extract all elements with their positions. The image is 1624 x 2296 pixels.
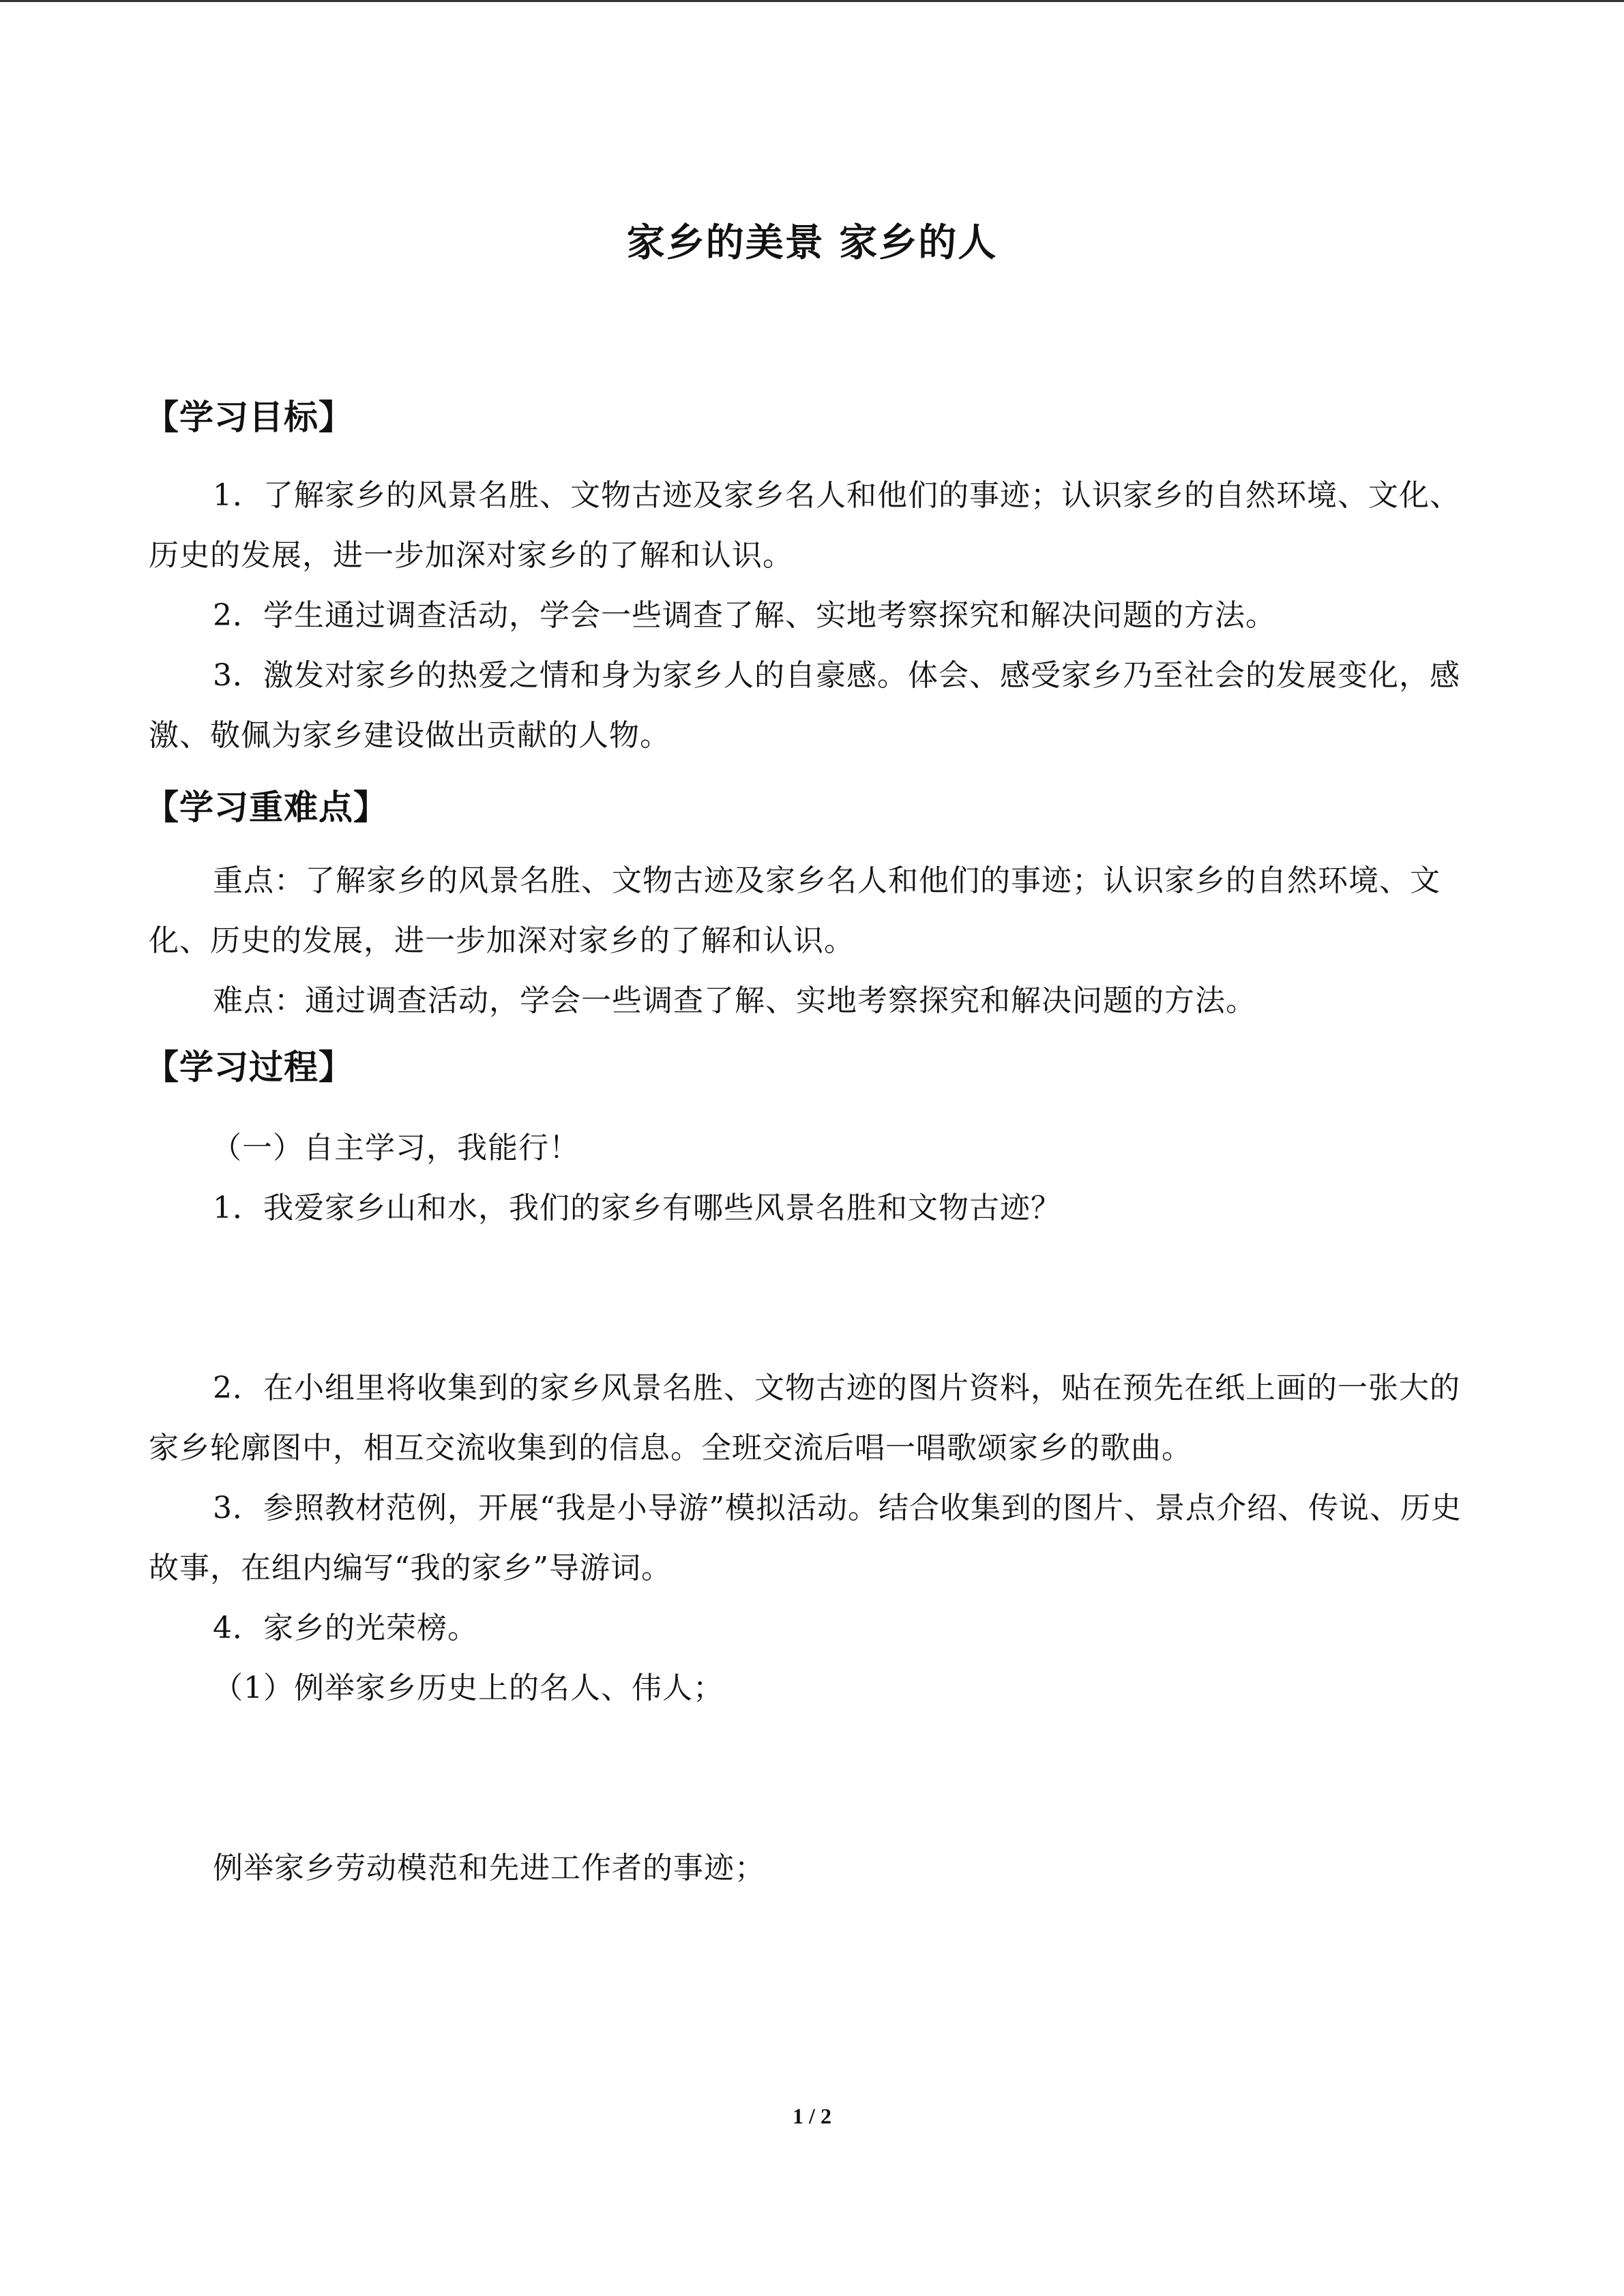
process-item-2: 2．在小组里将收集到的家乡风景名胜、文物古迹的图片资料，贴在预先在纸上画的一张大的家乡轮廓图中，相互交流收集到的信息。全班交流后唱一唱歌颂家乡的歌曲。 (149, 1371, 1460, 1465)
section-heading-key-points: 【学习重难点】 (145, 788, 388, 827)
difficulty-item: 难点：通过调查活动，学会一些调查了解、实地考察探究和解决问题的方法。 (213, 983, 1256, 1018)
objective-item-1: 1．了解家乡的风景名胜、文物古迹及家乡名人和他们的事迹；认识家乡的自然环境、文化、历史的发展，进一步加深对家乡的了解和认识。 (149, 478, 1460, 573)
section-heading-process: 【学习过程】 (145, 1047, 353, 1087)
key-point-item: 重点：了解家乡的风景名胜、文物古迹及家乡名人和他们的事迹；认识家乡的自然环境、文化、历史的发展，进一步加深对家乡的了解和认识。 (149, 863, 1441, 958)
section-heading-objectives: 【学习目标】 (145, 398, 353, 437)
objective-item-2: 2．学生通过调查活动，学会一些调查了解、实地考察探究和解决问题的方法。 (213, 598, 1276, 633)
process-item-4-1: （1）例举家乡历史上的名人、伟人； (213, 1671, 724, 1705)
process-item-1: 1．我爱家乡山和水，我们的家乡有哪些风景名胜和文物古迹？ (213, 1191, 1061, 1225)
process-subheading: （一）自主学习，我能行！ (211, 1131, 580, 1165)
document-title: 家乡的美景 家乡的人 (626, 221, 998, 265)
process-item-3: 3．参照教材范例，开展“我是小导游”模拟活动。结合收集到的图片、景点介绍、传说、历史故事，在组内编写“我的家乡”导游词。 (149, 1491, 1462, 1585)
process-item-4-2: 例举家乡劳动模范和先进工作者的事迹； (213, 1851, 765, 1885)
top-border-line (0, 0, 1624, 2)
objective-item-3: 3．激发对家乡的热爱之情和身为家乡人的自豪感。体会、感受家乡乃至社会的发展变化，感激、敬佩为家乡建设做出贡献的人物。 (149, 658, 1460, 753)
process-item-4: 4．家乡的光荣榜。 (213, 1611, 478, 1645)
page-number: 1 / 2 (793, 2104, 831, 2128)
